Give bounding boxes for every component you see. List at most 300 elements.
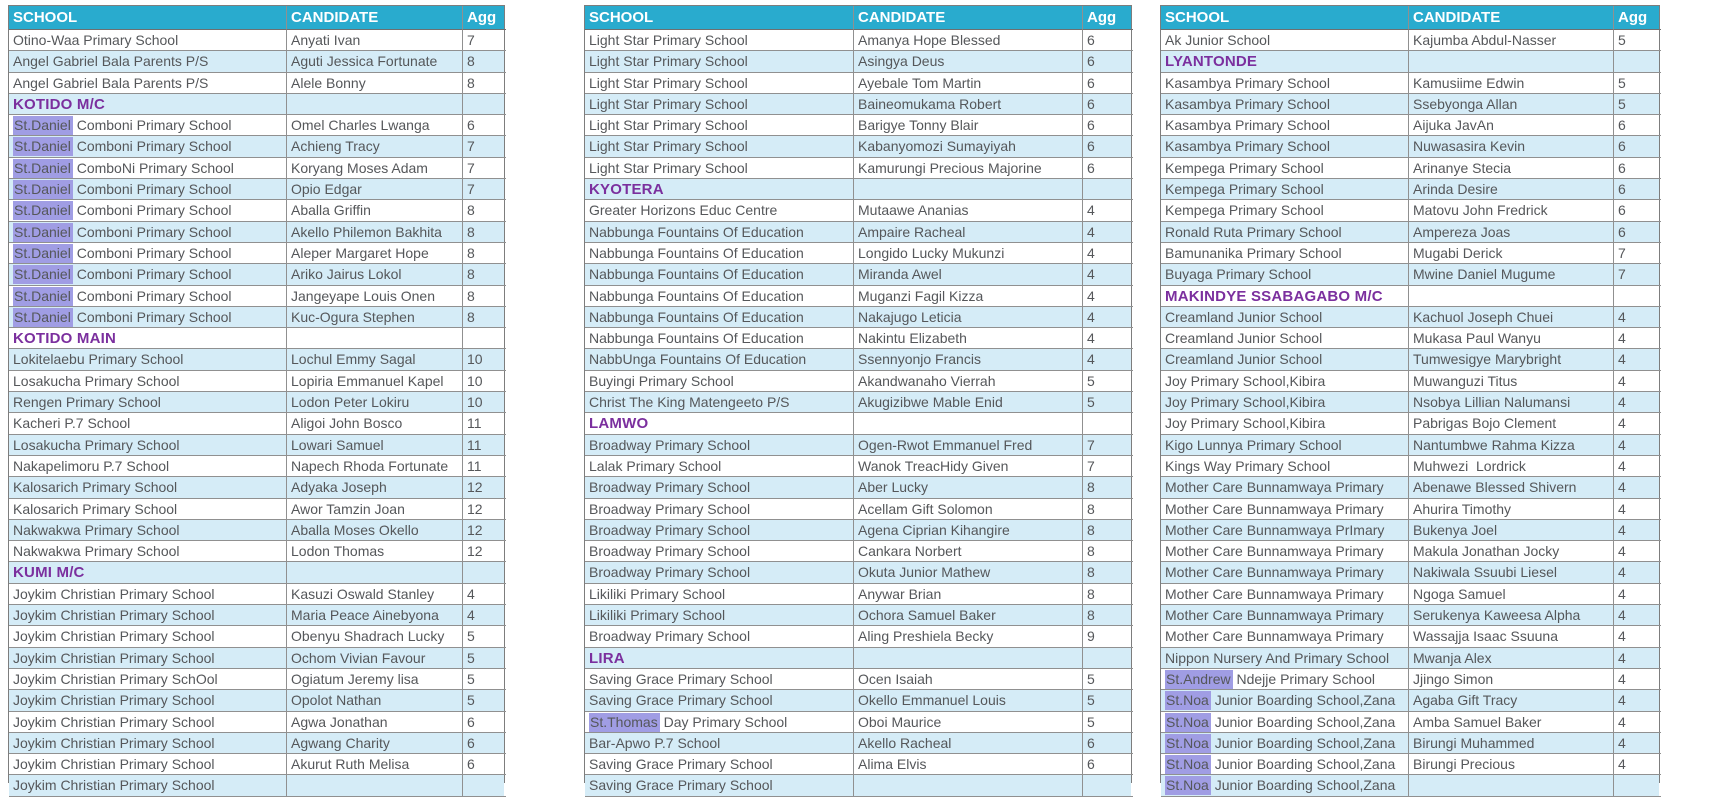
agg-cell: 4 xyxy=(1614,435,1661,456)
candidate-cell: Ampereza Joas xyxy=(1409,222,1614,243)
school-cell: Kempega Primary School xyxy=(1161,179,1409,200)
table-row xyxy=(9,541,504,562)
table-row xyxy=(1161,349,1659,370)
table-row xyxy=(9,712,504,733)
candidate-cell: Miranda Awel xyxy=(854,264,1083,285)
search-highlight: St.Daniel xyxy=(14,308,71,325)
agg-cell: 8 xyxy=(463,286,506,307)
school-cell: St.Daniel Comboni Primary School xyxy=(9,243,287,264)
column-header-candidate: CANDIDATE xyxy=(287,6,463,30)
agg-cell: 4 xyxy=(1083,222,1133,243)
school-cell: Greater Horizons Educ Centre xyxy=(585,200,854,221)
candidate-cell: Omel Charles Lwanga xyxy=(287,115,463,136)
school-cell: St.Thomas Day Primary School xyxy=(585,712,854,733)
school-cell: Broadway Primary School xyxy=(585,435,854,456)
school-cell: Nakwakwa Primary School xyxy=(9,520,287,541)
table-row xyxy=(9,222,504,243)
table-row xyxy=(585,94,1131,115)
table-row xyxy=(1161,541,1659,562)
school-cell: St.Daniel Comboni Primary School xyxy=(9,222,287,243)
table-row xyxy=(1161,222,1659,243)
agg-cell: 5 xyxy=(1083,690,1133,711)
candidate-cell: Obenyu Shadrach Lucky xyxy=(287,626,463,647)
school-cell: Nabbunga Fountains Of Education xyxy=(585,286,854,307)
school-cell: Joykim Christian Primary School xyxy=(9,775,287,796)
agg-cell: 4 xyxy=(1614,392,1661,413)
table-row xyxy=(585,499,1131,520)
agg-cell: 8 xyxy=(1083,541,1133,562)
candidate-cell: Achieng Tracy xyxy=(287,136,463,157)
candidate-cell: Agwa Jonathan xyxy=(287,712,463,733)
candidate-cell: Muwanguzi Titus xyxy=(1409,371,1614,392)
candidate-cell xyxy=(287,775,463,796)
candidate-cell: Agaba Gift Tracy xyxy=(1409,690,1614,711)
table-row xyxy=(585,200,1131,221)
district-section-row xyxy=(1161,286,1659,307)
agg-cell: 6 xyxy=(463,115,506,136)
table-row xyxy=(585,115,1131,136)
candidate-cell: Pabrigas Bojo Clement xyxy=(1409,413,1614,434)
candidate-cell: Koryang Moses Adam xyxy=(287,158,463,179)
table-row xyxy=(585,51,1131,72)
candidate-cell: Kuc-Ogura Stephen xyxy=(287,307,463,328)
school-cell: St.Andrew Ndejje Primary School xyxy=(1161,669,1409,690)
table-row xyxy=(1161,264,1659,285)
agg-cell: 4 xyxy=(1614,499,1661,520)
district-section-label: LIRA xyxy=(589,649,625,667)
agg-cell: 8 xyxy=(1083,584,1133,605)
agg-cell: 4 xyxy=(1083,286,1133,307)
candidate-cell: Birungi Precious xyxy=(1409,754,1614,775)
school-cell: Kasambya Primary School xyxy=(1161,115,1409,136)
candidate-cell: Alele Bonny xyxy=(287,73,463,94)
table-row xyxy=(1161,158,1659,179)
candidate-cell: Opio Edgar xyxy=(287,179,463,200)
agg-cell: 6 xyxy=(1083,754,1133,775)
school-cell: Mother Care Bunnamwaya Primary xyxy=(1161,562,1409,583)
school-cell: St.Noa Junior Boarding School,Zana xyxy=(1161,775,1409,796)
column-header-school: SCHOOL xyxy=(585,6,854,30)
school-cell: Nabbunga Fountains Of Education xyxy=(585,264,854,285)
agg-cell xyxy=(1614,51,1661,72)
table-row xyxy=(9,392,504,413)
table-row xyxy=(585,775,1131,796)
school-cell: Buyaga Primary School xyxy=(1161,264,1409,285)
school-cell: Saving Grace Primary School xyxy=(585,754,854,775)
candidate-cell: Jangeyape Louis Onen xyxy=(287,286,463,307)
table-row xyxy=(585,73,1131,94)
table-row xyxy=(9,690,504,711)
school-cell: Joykim Christian Primary School xyxy=(9,648,287,669)
agg-cell: 12 xyxy=(463,520,506,541)
table-row xyxy=(1161,115,1659,136)
school-cell: St.Noa Junior Boarding School,Zana xyxy=(1161,754,1409,775)
candidate-cell: Okuta Junior Mathew xyxy=(854,562,1083,583)
candidate-cell: Aballa Moses Okello xyxy=(287,520,463,541)
candidate-cell: Ogiatum Jeremy lisa xyxy=(287,669,463,690)
agg-cell: 4 xyxy=(1614,562,1661,583)
school-cell: Likiliki Primary School xyxy=(585,605,854,626)
agg-cell: 10 xyxy=(463,392,506,413)
candidate-cell: Aguti Jessica Fortunate xyxy=(287,51,463,72)
agg-cell: 7 xyxy=(463,136,506,157)
candidate-cell: Akandwanaho Vierrah xyxy=(854,371,1083,392)
agg-cell: 4 xyxy=(1614,520,1661,541)
table-row xyxy=(9,456,504,477)
candidate-cell: Maria Peace Ainebyona xyxy=(287,605,463,626)
candidate-cell: Ngoga Samuel xyxy=(1409,584,1614,605)
table-row xyxy=(1161,179,1659,200)
agg-cell: 4 xyxy=(1083,200,1133,221)
candidate-cell: Matovu John Fredrick xyxy=(1409,200,1614,221)
agg-cell: 10 xyxy=(463,371,506,392)
candidate-cell: Aballa Griffin xyxy=(287,200,463,221)
table-row xyxy=(9,73,504,94)
candidate-cell: Nsobya Lillian Nalumansi xyxy=(1409,392,1614,413)
results-table-1 xyxy=(8,5,505,794)
table-row xyxy=(9,669,504,690)
table-row xyxy=(9,626,504,647)
table-row xyxy=(9,349,504,370)
agg-cell: 6 xyxy=(1614,179,1661,200)
table-row xyxy=(1161,648,1659,669)
school-cell: Mother Care Bunnamwaya PrImary xyxy=(1161,520,1409,541)
agg-cell xyxy=(1614,286,1661,307)
school-cell: Joykim Christian Primary School xyxy=(9,733,287,754)
school-cell: Light Star Primary School xyxy=(585,30,854,51)
school-cell: Buyingi Primary School xyxy=(585,371,854,392)
agg-cell: 4 xyxy=(463,584,506,605)
table-row xyxy=(9,754,504,775)
agg-cell: 4 xyxy=(1614,477,1661,498)
candidate-cell: Awor Tamzin Joan xyxy=(287,499,463,520)
table-row xyxy=(1161,733,1659,754)
district-section-label: LAMWO xyxy=(589,415,649,433)
candidate-cell: Asingya Deus xyxy=(854,51,1083,72)
table-row xyxy=(1161,775,1659,796)
agg-cell: 6 xyxy=(463,712,506,733)
candidate-cell: Ssebyonga Allan xyxy=(1409,94,1614,115)
agg-cell: 5 xyxy=(1083,669,1133,690)
school-cell: Nabbunga Fountains Of Education xyxy=(585,222,854,243)
district-section-label: MAKINDYE SSABAGABO M/C xyxy=(1165,287,1383,305)
school-cell: Joykim Christian Primary SchOol xyxy=(9,669,287,690)
candidate-cell: Mwine Daniel Mugume xyxy=(1409,264,1614,285)
table-row xyxy=(9,648,504,669)
table-row xyxy=(1161,435,1659,456)
school-cell: Bamunanika Primary School xyxy=(1161,243,1409,264)
school-cell: Broadway Primary School xyxy=(585,499,854,520)
agg-cell: 6 xyxy=(463,733,506,754)
agg-cell xyxy=(1083,413,1133,434)
table-row xyxy=(585,584,1131,605)
agg-cell: 8 xyxy=(463,243,506,264)
agg-cell: 8 xyxy=(463,307,506,328)
school-cell xyxy=(9,94,287,115)
agg-cell: 5 xyxy=(463,669,506,690)
agg-cell: 6 xyxy=(1083,51,1133,72)
agg-cell: 4 xyxy=(1614,754,1661,775)
agg-cell: 6 xyxy=(1083,73,1133,94)
search-highlight: St.Noa xyxy=(1166,713,1209,730)
agg-cell: 5 xyxy=(1083,712,1133,733)
school-cell: Lokitelaebu Primary School xyxy=(9,349,287,370)
search-highlight: St.Daniel xyxy=(14,287,71,304)
school-cell: Mother Care Bunnamwaya Primary xyxy=(1161,626,1409,647)
agg-cell: 6 xyxy=(1614,222,1661,243)
candidate-cell: Aijuka JavAn xyxy=(1409,115,1614,136)
school-cell: Saving Grace Primary School xyxy=(585,775,854,796)
candidate-cell: Jjingo Simon xyxy=(1409,669,1614,690)
table-row xyxy=(9,499,504,520)
table-row xyxy=(1161,626,1659,647)
candidate-cell: Nakajugo Leticia xyxy=(854,307,1083,328)
column-header-school: SCHOOL xyxy=(9,6,287,30)
agg-cell: 6 xyxy=(1614,136,1661,157)
school-cell: NabbUnga Fountains Of Education xyxy=(585,349,854,370)
table-row xyxy=(585,158,1131,179)
school-cell: Ronald Ruta Primary School xyxy=(1161,222,1409,243)
school-cell: Angel Gabriel Bala Parents P/S xyxy=(9,51,287,72)
table-row xyxy=(9,477,504,498)
school-cell: Creamland Junior School xyxy=(1161,349,1409,370)
table-row xyxy=(585,222,1131,243)
candidate-cell: Aleper Margaret Hope xyxy=(287,243,463,264)
candidate-cell xyxy=(1409,775,1614,796)
school-cell: Nippon Nursery And Primary School xyxy=(1161,648,1409,669)
table-row xyxy=(9,371,504,392)
school-cell xyxy=(9,562,287,583)
agg-cell: 8 xyxy=(1083,499,1133,520)
candidate-cell: Lodon Peter Lokiru xyxy=(287,392,463,413)
column-header-candidate: CANDIDATE xyxy=(854,6,1083,30)
agg-cell: 8 xyxy=(463,200,506,221)
results-table-3 xyxy=(1160,5,1660,794)
school-cell: Nabbunga Fountains Of Education xyxy=(585,328,854,349)
agg-cell: 7 xyxy=(463,158,506,179)
table-row xyxy=(1161,307,1659,328)
table-row xyxy=(585,392,1131,413)
school-cell: Nabbunga Fountains Of Education xyxy=(585,243,854,264)
agg-cell: 10 xyxy=(463,349,506,370)
school-cell: Christ The King Matengeeto P/S xyxy=(585,392,854,413)
candidate-cell xyxy=(854,179,1083,200)
district-section-row xyxy=(585,648,1131,669)
candidate-cell: Akello Philemon Bakhita xyxy=(287,222,463,243)
agg-cell: 4 xyxy=(1614,648,1661,669)
agg-cell: 5 xyxy=(463,626,506,647)
candidate-cell xyxy=(287,562,463,583)
school-cell: Kalosarich Primary School xyxy=(9,477,287,498)
agg-cell: 8 xyxy=(463,51,506,72)
candidate-cell: Kachuol Joseph Chuei xyxy=(1409,307,1614,328)
school-cell: Otino-Waa Primary School xyxy=(9,30,287,51)
search-highlight: St.Noa xyxy=(1166,777,1209,794)
table-row xyxy=(1161,243,1659,264)
table-row xyxy=(9,413,504,434)
candidate-cell: Abenawe Blessed Shivern xyxy=(1409,477,1614,498)
table-row xyxy=(9,264,504,285)
candidate-cell xyxy=(854,413,1083,434)
table-row xyxy=(585,456,1131,477)
agg-cell: 4 xyxy=(1614,371,1661,392)
school-cell: Light Star Primary School xyxy=(585,73,854,94)
agg-cell: 5 xyxy=(1614,30,1661,51)
candidate-cell xyxy=(854,775,1083,796)
agg-cell: 11 xyxy=(463,456,506,477)
table-row xyxy=(585,562,1131,583)
candidate-cell: Mwanja Alex xyxy=(1409,648,1614,669)
candidate-cell xyxy=(854,648,1083,669)
district-section-row xyxy=(585,413,1131,434)
candidate-cell: Lowari Samuel xyxy=(287,435,463,456)
candidate-cell: Lopiria Emmanuel Kapel xyxy=(287,371,463,392)
table-row xyxy=(585,30,1131,51)
agg-cell xyxy=(1614,775,1661,796)
school-cell: Joykim Christian Primary School xyxy=(9,584,287,605)
school-cell: Saving Grace Primary School xyxy=(585,690,854,711)
candidate-cell: Arinanye Stecia xyxy=(1409,158,1614,179)
table-row xyxy=(585,243,1131,264)
agg-cell: 4 xyxy=(1614,733,1661,754)
candidate-cell: Kamusiime Edwin xyxy=(1409,73,1614,94)
school-cell: Joy Primary School,Kibira xyxy=(1161,413,1409,434)
school-cell: St.Daniel Comboni Primary School xyxy=(9,307,287,328)
search-highlight: St.Daniel xyxy=(14,202,71,219)
district-section-row xyxy=(9,328,504,349)
table-row xyxy=(585,307,1131,328)
candidate-cell: Opolot Nathan xyxy=(287,690,463,711)
table-row xyxy=(1161,477,1659,498)
table-row xyxy=(9,136,504,157)
table-row xyxy=(9,243,504,264)
table-row xyxy=(1161,392,1659,413)
agg-cell xyxy=(463,775,506,796)
agg-cell: 6 xyxy=(1083,733,1133,754)
agg-cell: 6 xyxy=(1614,115,1661,136)
agg-cell: 9 xyxy=(1083,626,1133,647)
school-cell: Joy Primary School,Kibira xyxy=(1161,392,1409,413)
search-highlight: St.Noa xyxy=(1166,692,1209,709)
agg-cell xyxy=(463,328,506,349)
column-header-agg: Agg xyxy=(463,6,506,30)
table-row xyxy=(9,30,504,51)
candidate-cell: Oboi Maurice xyxy=(854,712,1083,733)
agg-cell: 4 xyxy=(1614,626,1661,647)
district-section-row xyxy=(9,562,504,583)
agg-cell: 8 xyxy=(1083,562,1133,583)
table-row xyxy=(9,286,504,307)
table-header-row xyxy=(1161,6,1659,30)
candidate-cell xyxy=(287,328,463,349)
candidate-cell: Birungi Muhammed xyxy=(1409,733,1614,754)
school-cell: St.Daniel Comboni Primary School xyxy=(9,115,287,136)
table-row xyxy=(9,775,504,796)
table-row xyxy=(585,264,1131,285)
candidate-cell: Ochora Samuel Baker xyxy=(854,605,1083,626)
table-row xyxy=(9,435,504,456)
candidate-cell: Lodon Thomas xyxy=(287,541,463,562)
agg-cell: 7 xyxy=(463,30,506,51)
table-row xyxy=(1161,200,1659,221)
agg-cell: 6 xyxy=(1614,158,1661,179)
candidate-cell: Acellam Gift Solomon xyxy=(854,499,1083,520)
table-row xyxy=(9,179,504,200)
candidate-cell: Mugabi Derick xyxy=(1409,243,1614,264)
agg-cell: 8 xyxy=(1083,605,1133,626)
candidate-cell: Muganzi Fagil Kizza xyxy=(854,286,1083,307)
table-row xyxy=(1161,499,1659,520)
school-cell: St.Noa Junior Boarding School,Zana xyxy=(1161,690,1409,711)
agg-cell: 6 xyxy=(1614,200,1661,221)
agg-cell: 4 xyxy=(1614,349,1661,370)
candidate-cell: Ogen-Rwot Emmanuel Fred xyxy=(854,435,1083,456)
agg-cell: 8 xyxy=(463,264,506,285)
school-cell: Kigo Lunnya Primary School xyxy=(1161,435,1409,456)
agg-cell: 5 xyxy=(463,690,506,711)
agg-cell: 4 xyxy=(1083,243,1133,264)
candidate-cell xyxy=(1409,51,1614,72)
school-cell: Bar-Apwo P.7 School xyxy=(585,733,854,754)
candidate-cell: Ssennyonjo Francis xyxy=(854,349,1083,370)
agg-cell xyxy=(1083,775,1133,796)
table-row xyxy=(585,690,1131,711)
school-cell: Kalosarich Primary School xyxy=(9,499,287,520)
school-cell: Nakwakwa Primary School xyxy=(9,541,287,562)
table-row xyxy=(1161,562,1659,583)
agg-cell: 4 xyxy=(1614,669,1661,690)
table-row xyxy=(585,754,1131,775)
candidate-cell xyxy=(1409,286,1614,307)
candidate-cell: Ampaire Racheal xyxy=(854,222,1083,243)
candidate-cell: Anywar Brian xyxy=(854,584,1083,605)
school-cell: Lalak Primary School xyxy=(585,456,854,477)
agg-cell: 4 xyxy=(1614,328,1661,349)
table-row xyxy=(1161,754,1659,775)
candidate-cell: Akello Racheal xyxy=(854,733,1083,754)
search-highlight: St.Daniel xyxy=(14,138,71,155)
candidate-cell: Tumwesigye Marybright xyxy=(1409,349,1614,370)
candidate-cell: Aber Lucky xyxy=(854,477,1083,498)
table-row xyxy=(585,477,1131,498)
district-section-label: KOTIDO M/C xyxy=(13,95,105,113)
table-row xyxy=(1161,30,1659,51)
school-cell: Light Star Primary School xyxy=(585,136,854,157)
table-row xyxy=(585,371,1131,392)
district-section-row xyxy=(9,94,504,115)
agg-cell: 4 xyxy=(1614,541,1661,562)
table-row xyxy=(1161,136,1659,157)
school-cell: Angel Gabriel Bala Parents P/S xyxy=(9,73,287,94)
candidate-cell: Mukasa Paul Wanyu xyxy=(1409,328,1614,349)
school-cell: Broadway Primary School xyxy=(585,541,854,562)
candidate-cell: Ayebale Tom Martin xyxy=(854,73,1083,94)
district-section-label: KUMI M/C xyxy=(13,564,85,582)
candidate-cell: Lochul Emmy Sagal xyxy=(287,349,463,370)
agg-cell: 6 xyxy=(1083,94,1133,115)
agg-cell: 7 xyxy=(1083,435,1133,456)
table-row xyxy=(9,158,504,179)
school-cell: Losakucha Primary School xyxy=(9,371,287,392)
candidate-cell: Nantumbwe Rahma Kizza xyxy=(1409,435,1614,456)
table-row xyxy=(1161,94,1659,115)
agg-cell: 4 xyxy=(1614,307,1661,328)
agg-cell: 5 xyxy=(463,648,506,669)
school-cell: Mother Care Bunnamwaya Primary xyxy=(1161,477,1409,498)
candidate-cell: Akurut Ruth Melisa xyxy=(287,754,463,775)
agg-cell: 7 xyxy=(1614,264,1661,285)
candidate-cell: Cankara Norbert xyxy=(854,541,1083,562)
